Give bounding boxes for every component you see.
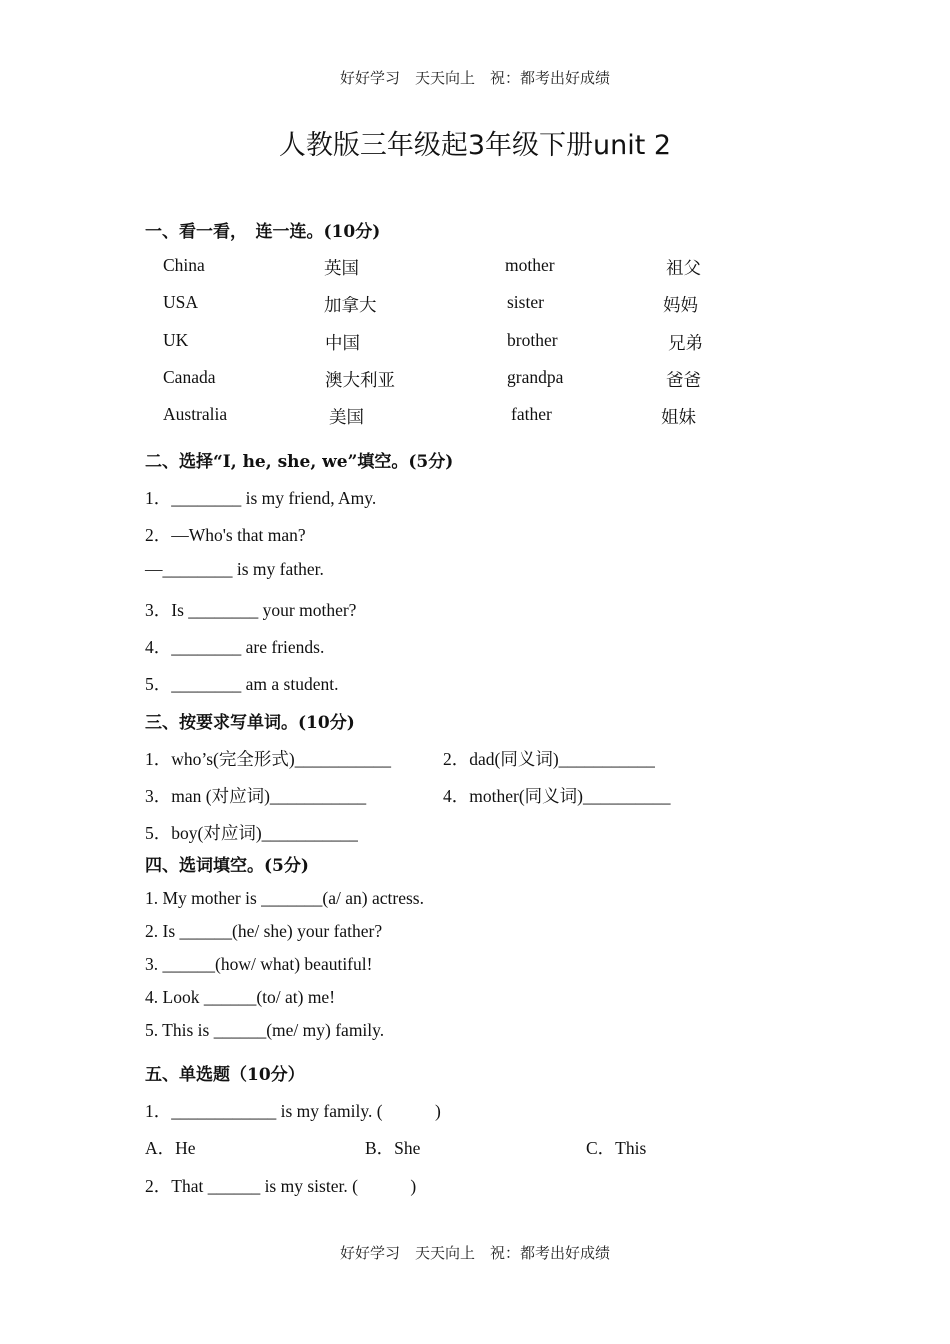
match-left-en: Canada bbox=[163, 367, 216, 387]
fill-line: 4．________ are friends. bbox=[145, 637, 325, 657]
match-right-en: sister bbox=[507, 292, 544, 312]
fill-line: 5．________ am a student. bbox=[145, 674, 339, 694]
fill-line: 2．—Who's that man? bbox=[145, 525, 306, 545]
page-title: 人教版三年级起3年级下册unit 2 bbox=[278, 130, 672, 161]
match-right-zh: 姐妹 bbox=[661, 407, 696, 427]
match-left-zh: 加拿大 bbox=[324, 295, 377, 315]
match-right-zh: 爸爸 bbox=[666, 370, 701, 390]
section-3-heading: 三、按要求写单词。(10分) bbox=[145, 713, 355, 733]
mc-option-b: B．She bbox=[365, 1138, 421, 1158]
fill-line: 3．Is ________ your mother? bbox=[145, 600, 357, 620]
section-5-heading: 五、单选题（10分） bbox=[145, 1065, 305, 1085]
match-right-zh: 妈妈 bbox=[663, 295, 698, 315]
word-item: 3．man (对应词)___________ bbox=[145, 786, 367, 806]
word-item: 4．mother(同义词)__________ bbox=[443, 786, 671, 806]
match-left-zh: 美国 bbox=[329, 407, 364, 427]
mc-option-c: C．This bbox=[586, 1138, 647, 1158]
page-header: 好好学习 天天向上 祝：都考出好成绩 bbox=[339, 69, 610, 87]
match-left-en: China bbox=[163, 255, 205, 275]
fill-line: 1．________ is my friend, Amy. bbox=[145, 488, 377, 508]
match-left-zh: 中国 bbox=[325, 333, 360, 353]
section-2-heading: 二、选择“I, he, she, we”填空。(5分) bbox=[145, 452, 454, 472]
section-4-heading: 四、选词填空。(5分) bbox=[145, 856, 309, 876]
section-1-heading: 一、看一看， 连一连。(10分) bbox=[145, 222, 381, 242]
mc-question: 1．____________ is my family. ( ) bbox=[145, 1101, 441, 1121]
match-left-zh: 澳大利亚 bbox=[325, 370, 395, 390]
choose-line: 1. My mother is _______(a/ an) actress. bbox=[145, 888, 424, 908]
choose-line: 4. Look ______(to/ at) me! bbox=[145, 987, 336, 1007]
choose-line: 2. Is ______(he/ she) your father? bbox=[145, 921, 383, 941]
page-footer: 好好学习 天天向上 祝：都考出好成绩 bbox=[339, 1244, 610, 1262]
match-right-en: father bbox=[511, 404, 552, 424]
mc-option-a: A．He bbox=[145, 1138, 196, 1158]
choose-line: 5. This is ______(me/ my) family. bbox=[145, 1020, 385, 1040]
match-right-en: brother bbox=[507, 330, 558, 350]
word-item: 2．dad(同义词)___________ bbox=[443, 749, 655, 769]
match-right-zh: 祖父 bbox=[666, 258, 701, 278]
match-right-en: grandpa bbox=[507, 367, 564, 387]
match-left-zh: 英国 bbox=[324, 258, 359, 278]
match-left-en: UK bbox=[163, 330, 189, 350]
mc-question: 2．That ______ is my sister. ( ) bbox=[145, 1176, 417, 1196]
match-left-en: USA bbox=[163, 292, 199, 312]
fill-line: —________ is my father. bbox=[145, 559, 324, 579]
match-right-zh: 兄弟 bbox=[668, 333, 703, 353]
match-right-en: mother bbox=[505, 255, 555, 275]
word-item: 5．boy(对应词)___________ bbox=[145, 823, 358, 843]
match-left-en: Australia bbox=[163, 404, 228, 424]
word-item: 1．who’s(完全形式)___________ bbox=[145, 749, 391, 769]
choose-line: 3. ______(how/ what) beautiful! bbox=[145, 954, 373, 974]
